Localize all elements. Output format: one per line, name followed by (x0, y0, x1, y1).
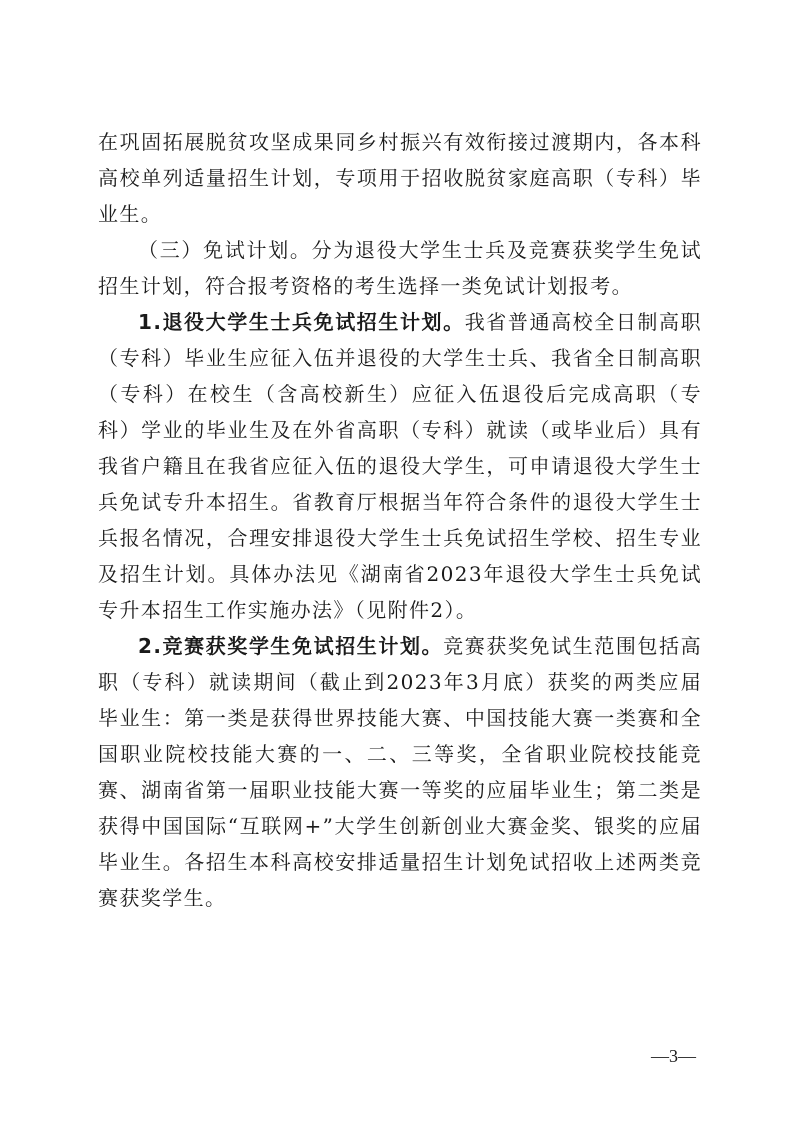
item-one-heading: 1.退役大学生士兵免试招生计划。 (138, 310, 465, 334)
paragraph-continued: 在巩固拓展脱贫攻坚成果同乡村振兴有效衔接过渡期内，各本科高校单列适量招生计划，专项用于招收脱贫家庭高职（专科）毕业生。 (98, 130, 702, 226)
page-number: —3— (651, 1046, 696, 1066)
document-body (98, 124, 702, 916)
item-two-heading: 2.竞赛获奖学生免试招生计划。 (138, 634, 444, 658)
section-three-exemption-plan: （三）免试计划。分为退役大学生士兵及竞赛获奖学生免试招生计划，符合报考资格的考生选择一类免试计划报考。 (98, 238, 702, 298)
item-one-body: 我省普通高校全日制高职（专科）毕业生应征入伍并退役的大学生士兵、我省全日制高职（专科）在校生（含高校新生）应征入伍退役后完成高职（专科）学业的毕业生及在外省高职（专科）就读（或毕业后）具有我省户籍且在我省应征入伍的退役大学生，可申请退役大学生士兵免试专升本招生。省教育厅根据当年符合条件的退役大学生士兵报名情况，合理安排退役大学生士兵免试招生学校、招生专业及招生计划。具体办法见《湖南省2023年退役大学生士兵免试专升本招生工作实施办法》（见附件2）。 (98, 310, 702, 622)
item-one-veteran-plan (98, 304, 702, 628)
item-two-competition-plan (98, 628, 702, 916)
item-two-body: 竞赛获奖免试生范围包括高职（专科）就读期间（截止到2023年3月底）获奖的两类应届毕业生：第一类是获得世界技能大赛、中国技能大赛一类赛和全国职业院校技能大赛的一、二、三等奖，全省职业院校技能竞赛、湖南省第一届职业技能大赛一等奖的应届毕业生；第二类是获得中国国际“互联网+”大学生创新创业大赛金奖、银奖的应届毕业生。各招生本科高校安排适量招生计划免试招收上述两类竞赛获奖学生。 (98, 634, 702, 910)
